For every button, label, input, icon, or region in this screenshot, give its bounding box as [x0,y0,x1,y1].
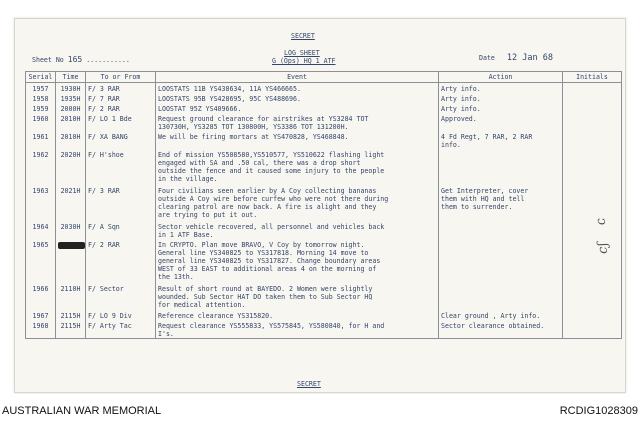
from-value: F/ 3 RAR [88,85,120,93]
cell-time [56,283,86,310]
cell-initials [563,113,622,131]
time-value: 2110H [60,285,81,293]
cell-action [439,83,563,94]
event-line: In CRYPTO. Plan move BRAVO, V Coy by tomorrow night. [158,241,365,249]
cell-time [56,320,86,339]
cell-time [56,310,86,320]
event-line: general line YS340825 to YS317827. Change boundary areas [158,257,381,265]
event-line: are trying to put it out. [158,211,258,219]
cell-initials [563,221,622,239]
from-value: F/ 3 RAR [88,187,120,195]
cell-to-or-from [86,310,156,320]
cell-initials [563,83,622,94]
cell-time [56,185,86,221]
cell-serial [26,320,56,339]
cell-action [439,221,563,239]
serial-value: 1959 [32,105,49,113]
table-row [26,320,622,339]
cell-time [56,221,86,239]
cell-initials [563,185,622,221]
cell-initials [563,103,622,113]
table-row [26,221,622,239]
cell-event [156,149,439,185]
cell-initials [563,310,622,320]
action-line: info. [441,141,461,149]
from-value: F/ LO 1 Bde [88,115,132,123]
event-line: I's. [158,330,174,338]
action-line: 4 Fd Regt, 7 RAR, 2 RAR [441,133,533,141]
from-value: F/ A Sqn [88,223,120,231]
event-line: Request ground clearance for airstrikes at YS3284 TOT [158,115,369,123]
cell-action [439,149,563,185]
cell-to-or-from [86,239,156,283]
cell-serial [26,283,56,310]
caption-record-id: RCDIG1028309 [559,405,638,417]
action-line: Arty info. [441,105,481,113]
cell-serial [26,310,56,320]
from-value: F/ 2 RAR [88,241,120,249]
event-line: Sector vehicle recovered, all personnel and vehicles back [158,223,385,231]
cell-serial [26,103,56,113]
cell-initials [563,93,622,103]
serial-value: 1958 [32,95,49,103]
table-body [26,83,622,339]
serial-value: 1966 [32,285,49,293]
cell-action [439,93,563,103]
table-row [26,131,622,149]
event-line: WEST of 33 EAST to additional areas 4 on the morning of [158,265,377,273]
table-row [26,103,622,113]
col-header-time: Time [56,72,86,83]
time-value: 2115H [60,312,81,320]
header-unit: G (Ops) HQ 1 ATF [272,57,336,65]
sheet-number-label: Sheet No [32,56,64,64]
date-value: 12 Jan 68 [506,53,553,63]
event-line: outside A Coy wire before curfew who were not there during [158,195,389,203]
header-title: LOG SHEET [284,49,320,57]
col-header-serial: Serial [26,72,56,83]
action-line: them to surrender. [441,203,513,211]
from-value: F/ 7 RAR [88,95,120,103]
cell-serial [26,83,56,94]
cell-action [439,131,563,149]
table-row [26,113,622,131]
cell-to-or-from [86,93,156,103]
pencil-mark: ↄ [593,216,610,227]
action-line: them with HQ and tell [441,195,525,203]
action-line: Get Interpreter, cover [441,187,529,195]
time-value: 2030H [60,223,81,231]
cell-time [56,131,86,149]
cell-event [156,239,439,283]
time-value: 1935H [60,95,81,103]
header-secret-label: SECRET [291,32,315,40]
from-value: F/ 2 RAR [88,105,120,113]
table-header-row [26,72,622,83]
time-value: 2021H [60,187,81,195]
event-line: LOOSTATS 95B YS428695, 95C YS488696. [158,95,301,103]
cell-initials [563,149,622,185]
cell-action [439,113,563,131]
serial-value: 1957 [32,85,49,93]
cell-to-or-from [86,221,156,239]
log-sheet-page [14,18,626,393]
event-line: outside the fence and it caused some injury to the people [158,167,385,175]
cell-action [439,320,563,339]
cell-initials [563,239,622,283]
table-row [26,239,622,283]
cell-action [439,283,563,310]
cell-time [56,103,86,113]
cell-event [156,113,439,131]
time-value: 2115H [60,322,81,330]
sheet-number-rule: ........... [86,56,130,64]
action-line: Arty info. [441,85,481,93]
cell-action [439,310,563,320]
cell-to-or-from [86,103,156,113]
event-line: in the village. [158,175,218,183]
serial-value: 1965 [32,241,49,249]
event-line: the 13th. [158,273,194,281]
cell-initials [563,320,622,339]
serial-value: 1964 [32,223,49,231]
serial-value: 1967 [32,312,49,320]
cell-to-or-from [86,149,156,185]
cell-event [156,93,439,103]
event-line: LOOSTAT 95Z YS409666. [158,105,242,113]
from-value: F/ LO 9 Div [88,312,132,320]
serial-value: 1960 [32,115,49,123]
cell-initials [563,283,622,310]
cell-serial [26,131,56,149]
event-line: wounded. Sub Sector HAT DO taken them to Sub Sector HQ [158,293,373,301]
table-row [26,83,622,94]
event-line: 130730H, YS3285 TOT 130800H, YS3386 TOT 131200H. [158,123,349,131]
table-row [26,310,622,320]
from-value: F/ Sector [88,285,124,293]
col-header-event: Event [156,72,439,83]
sheet-date [479,54,553,62]
time-value: 2000H [60,105,81,113]
cell-serial [26,149,56,185]
serial-value: 1968 [32,322,49,330]
event-line: Four civilians seen earlier by A Coy collecting bananas [158,187,377,195]
action-line: Sector clearance obtained. [441,322,545,330]
event-line: engaged with SA and .50 cal, there was a drop short [158,159,361,167]
cell-serial [26,185,56,221]
cell-action [439,103,563,113]
cell-event [156,83,439,94]
cell-to-or-from [86,113,156,131]
action-line: Arty info. [441,95,481,103]
serial-value: 1963 [32,187,49,195]
col-header-initials: Initials [563,72,622,83]
cell-serial [26,113,56,131]
cell-event [156,283,439,310]
cell-serial [26,93,56,103]
log-table [25,71,622,339]
event-line: Result of short round at BAYEDO. 2 Women were slightly [158,285,373,293]
table-row [26,283,622,310]
cell-time [56,113,86,131]
cell-event [156,310,439,320]
from-value: F/ H'shoe [88,151,124,159]
time-value: 2010H [60,115,81,123]
col-header-to-or-from: To or From [86,72,156,83]
cell-action [439,185,563,221]
time-value: 2010H [60,133,81,141]
cell-event [156,131,439,149]
event-line: Request clearance YS555833, YS575845, YS580840, for H and [158,322,385,330]
footer-secret-label: SECRET [297,380,321,388]
cell-to-or-from [86,131,156,149]
cell-to-or-from [86,185,156,221]
cell-initials [563,131,622,149]
cell-to-or-from [86,283,156,310]
cell-serial [26,239,56,283]
table-row [26,149,622,185]
action-line: Approved. [441,115,477,123]
cell-time [56,149,86,185]
cell-event [156,185,439,221]
cell-action [439,239,563,283]
cell-to-or-from [86,320,156,339]
event-line: in 1 ATF Base. [158,231,214,239]
cell-time [56,93,86,103]
event-line: for medical attention. [158,301,246,309]
cell-time [56,83,86,94]
event-line: End of mission YS508580,YS510577, YS510622 flashing light [158,151,385,159]
cell-time [56,239,86,283]
serial-value: 1961 [32,133,49,141]
date-label: Date [479,54,495,62]
cell-serial [26,221,56,239]
table-row [26,185,622,221]
event-line: LOOSTATS 11B YS438634, 11A YS466665. [158,85,301,93]
sheet-number-value: 165 [67,55,83,64]
sheet-number [32,56,130,64]
event-line: clearing patrol are now back. A fire is alight and they [158,203,377,211]
event-line: We will be firing mortars at YS470828, YS468848. [158,133,349,141]
action-line: Clear ground , Arty info. [441,312,541,320]
table-row [26,93,622,103]
event-line: Reference clearance YS315820. [158,312,274,320]
pencil-mark: ʃɔ [595,242,612,255]
time-value: 1930H [60,85,81,93]
cell-event [156,320,439,339]
cell-event [156,221,439,239]
cell-to-or-from [86,83,156,94]
caption-archive-name: AUSTRALIAN WAR MEMORIAL [2,405,162,417]
time-value: 2020H [60,151,81,159]
cell-event [156,103,439,113]
from-value: F/ XA BANG [88,133,128,141]
serial-value: 1962 [32,151,49,159]
redaction-mark [58,242,85,249]
from-value: F/ Arty Tac [88,322,132,330]
col-header-action: Action [439,72,563,83]
event-line: General line YS340825 to YS317818. Morning 14 move to [158,249,369,257]
